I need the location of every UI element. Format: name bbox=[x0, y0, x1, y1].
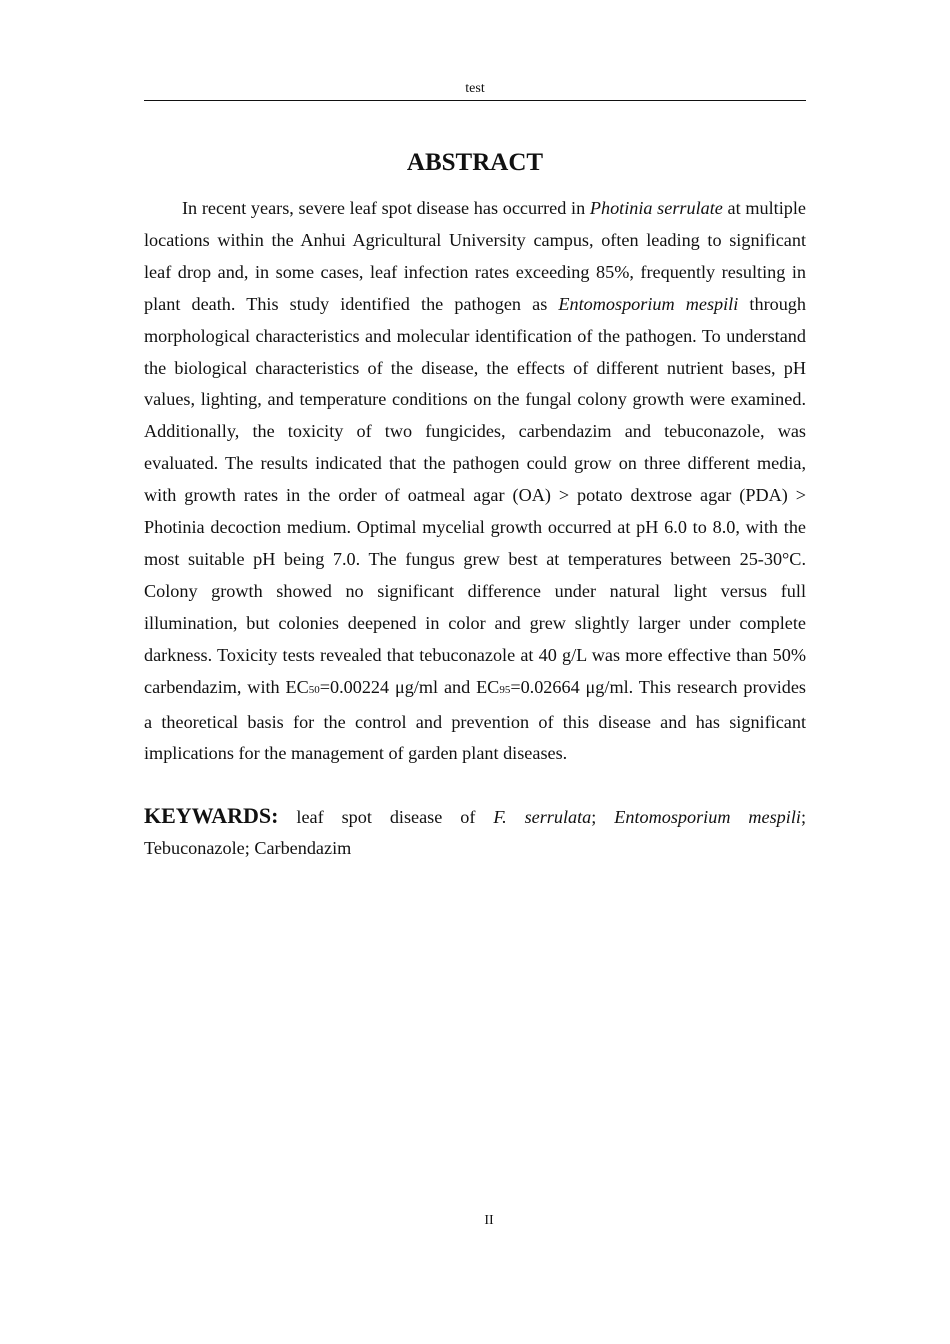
running-header: test bbox=[465, 81, 485, 96]
abstract-text-2: at multiple locations within the Anhui Agricultural University campus, often leading to significant leaf drop and, in some cases, leaf infection rates exceeding 85%, frequently resulting in plant death. This study identified the pathogen as bbox=[144, 198, 806, 314]
keyword-text-1: leaf spot disease of bbox=[278, 807, 494, 827]
abstract-text-3: through morphological characteristics and molecular identification of the pathogen. To understand the biological characteristics of the disease, the effects of different nutrient bases, pH values, lighting, and temperature conditions on the fungal colony growth were examined. Additionally, the toxicity of two fungicides, carbendazim and tebuconazole, was evaluated. The results indicated that the pathogen could grow on three different media, with growth rates in the order of oatmeal agar (OA) > potato dextrose agar (PDA) > Photinia decoction medium. Optimal mycelial growth occurred at pH 6.0 to 8.0, with the most suitable pH being 7.0. The fungus grew best at temperatures between 25-30°C. Colony growth showed no significant difference under natural light versus full illumination, but colonies deepened in color and grew slightly larger under complete darkness. Toxicity tests revealed that tebuconazole at 40 g/L was more effective than 50% carbendazim, with EC bbox=[144, 293, 806, 697]
ec50-subscript: 50 bbox=[308, 683, 320, 696]
abstract-text-1: In recent years, severe leaf spot disease has occurred in bbox=[182, 198, 590, 218]
ec95-subscript: 95 bbox=[499, 683, 511, 696]
species-name-photinia: Photinia serrulate bbox=[589, 198, 723, 218]
keyword-separator: ; bbox=[591, 807, 615, 827]
abstract-text-4: =0.00224 μg/ml and EC bbox=[319, 676, 500, 697]
keyword-species-f-serrulata: F. serrulata bbox=[493, 807, 592, 827]
header-rule bbox=[144, 100, 806, 101]
abstract-title: ABSTRACT bbox=[406, 149, 544, 176]
keywords-paragraph bbox=[144, 800, 806, 864]
page-number: II bbox=[484, 1213, 494, 1228]
abstract-paragraph bbox=[144, 193, 806, 770]
abstract-text-5: =0.02664 μg/ml. This research provides a theoretical basis for the control and prevention of this disease and has significant implications for the management of garden plant diseases. bbox=[144, 676, 806, 764]
keyword-text-2: ; Tebuconazole; Carbendazim bbox=[144, 807, 806, 858]
keyword-species-entomosporium: Entomosporium mespili bbox=[614, 807, 801, 827]
keywords-label: KEYWARDS: bbox=[144, 803, 279, 828]
species-name-entomosporium: Entomosporium mespili bbox=[558, 293, 739, 314]
